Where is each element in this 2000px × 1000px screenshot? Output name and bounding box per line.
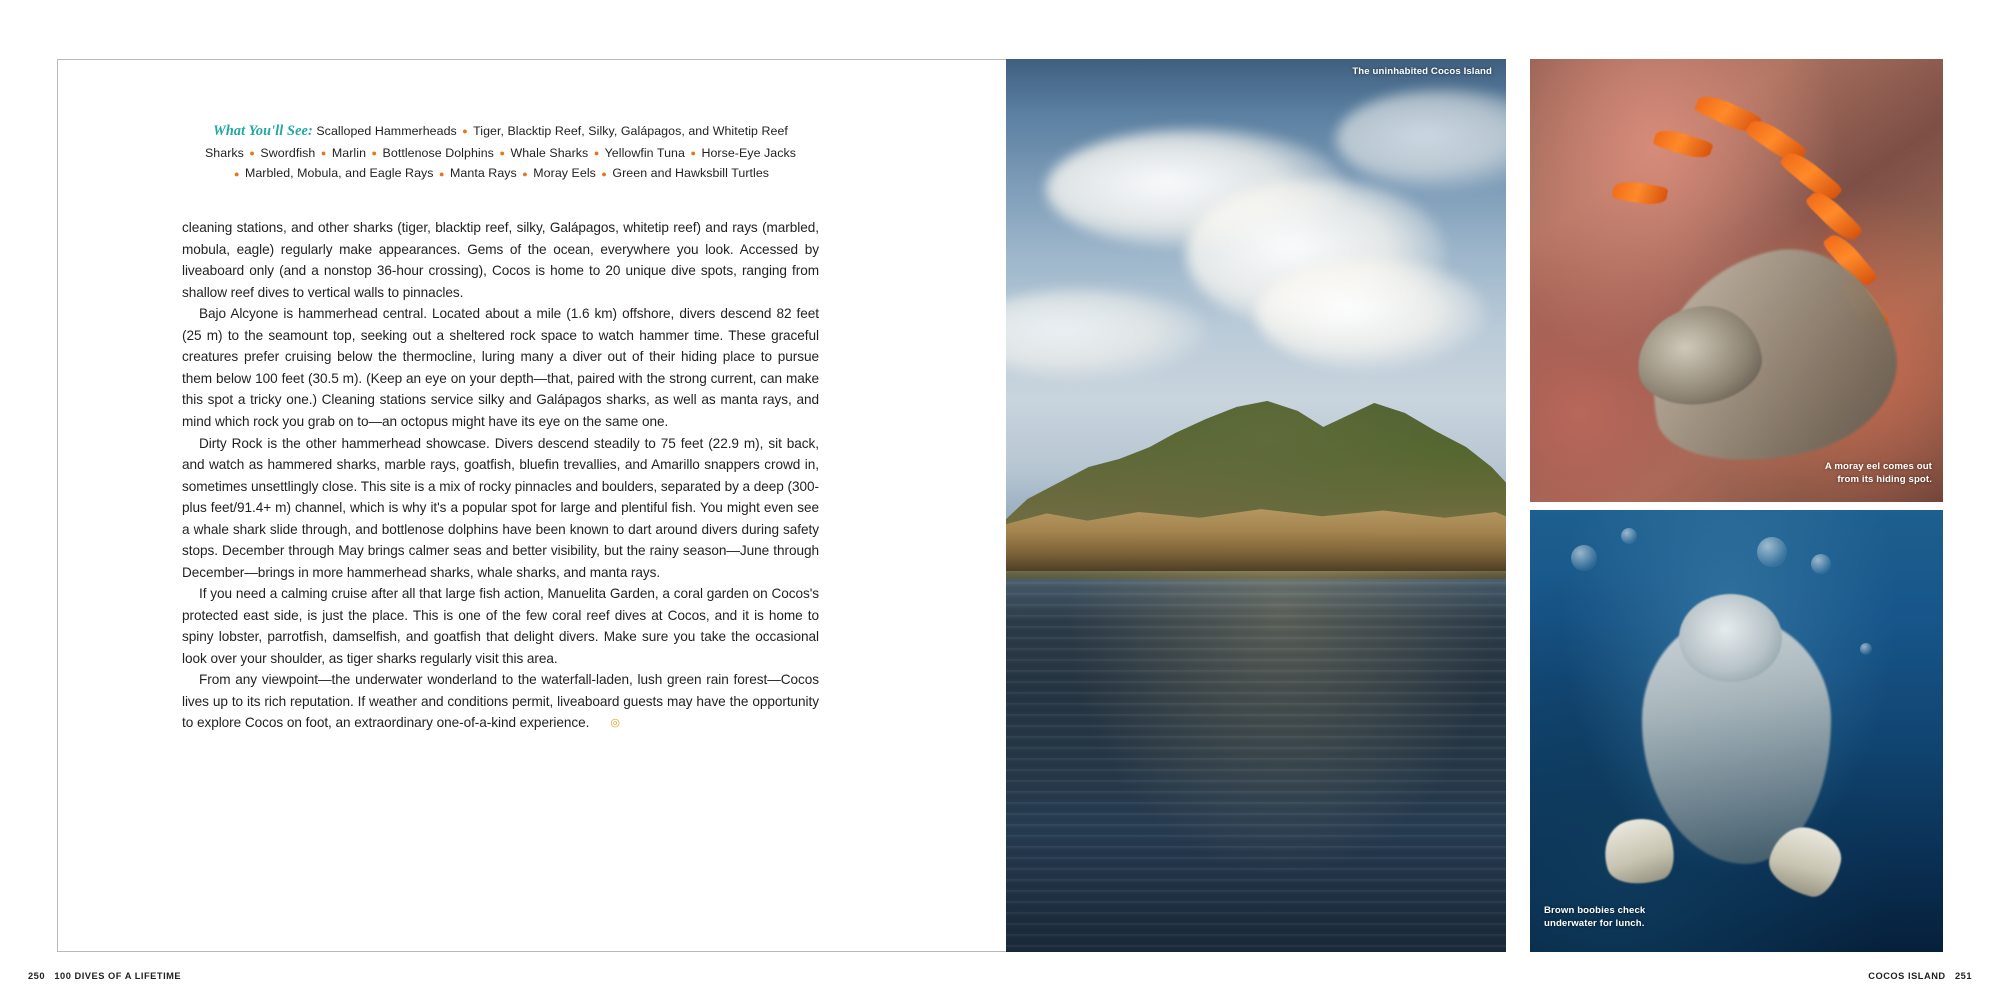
island-photo-caption: The uninhabited Cocos Island: [1352, 66, 1492, 77]
bubble-shape: [1811, 554, 1831, 574]
paragraph: cleaning stations, and other sharks (tiger, blacktip reef, silky, Galápagos, whitetip reef) and rays (marbled, mobula, eagle) regularly make appearances. Gems of the ocean, everywhere you look. Accessed by liveaboard only (and a nonstop 36-hour crossing), Cocos is home to 20 unique dive spots, ranging from shallow reef dives to vertical walls to pinnacles.: [182, 220, 819, 300]
paragraph-text: From any viewpoint—the underwater wonderland to the waterfall-laden, lush green rain forest—Cocos lives up to its rich reputation. If weather and conditions permit, liveaboard guests may have the opportunity to explore Cocos on foot, an extraordinary one-of-a-kind experience.: [182, 672, 819, 731]
paragraph-last: [182, 669, 819, 734]
page-number-left: 250: [28, 971, 46, 981]
brown-booby-photo: [1530, 510, 1943, 952]
cloud-shape: [1336, 89, 1506, 189]
bubble-shape: [1757, 537, 1787, 567]
what-youll-see-line-2: Sharks ● Swordfish ● Marlin ● Bottlenose Dolphins ● Whale Sharks ● Yellowfin Tuna ● Horse-Eye Jacks: [204, 146, 797, 160]
caption-line-1: Brown boobies check: [1544, 905, 1646, 917]
what-youll-see-label: What You'll See:: [213, 123, 313, 139]
brown-booby-photo-caption: [1544, 905, 1645, 930]
page-number-right: 251: [1954, 971, 1972, 981]
bullet-dot-icon: ●: [233, 168, 240, 179]
bullet-dot-icon: ●: [371, 148, 378, 159]
booby-head-shape: [1679, 594, 1782, 682]
moray-eel-photo-caption: [1825, 461, 1932, 486]
booby-foot-shape: [1596, 810, 1683, 895]
bullet-dot-icon: ●: [522, 168, 528, 179]
book-title: 100 DIVES OF A LIFETIME: [54, 971, 182, 981]
bullet-dot-icon: ●: [320, 148, 327, 159]
island-photo: [1006, 59, 1506, 952]
bullet-dot-icon: ●: [439, 168, 445, 179]
bullet-dot-icon: ●: [690, 148, 696, 159]
bubble-shape: [1860, 643, 1872, 655]
paragraph: If you need a calming cruise after all that large fish action, Manuelita Garden, a coral garden on Cocos's protected east side, is just the place. This is one of the few coral reef dives at Cocos, and it is home to spiny lobster, parrotfish, damselfish, and goatfish that delight divers. Make sure you take the occasional look over your shoulder, as tiger sharks regularly visit this area.: [182, 586, 819, 666]
cloud-shape: [1256, 259, 1486, 369]
left-page: [57, 59, 1007, 952]
text-column: [182, 120, 819, 734]
caption-line-2: from its hiding spot.: [1837, 473, 1932, 485]
moray-eel-photo: [1530, 59, 1943, 502]
fish-shape: [1611, 179, 1667, 208]
what-youll-see-line-3: ● Marbled, Mobula, and Eagle Rays ● Manta Rays ● Moray Eels ● Green and Hawksbill Turtles: [233, 166, 770, 181]
bullet-dot-icon: ●: [499, 148, 505, 159]
bullet-dot-icon: ●: [249, 148, 255, 159]
chapter-title: COCOS ISLAND: [1868, 971, 1946, 981]
what-youll-see-block: [182, 120, 819, 183]
bullet-dot-icon: ●: [593, 148, 600, 159]
what-youll-see-line-1: Scalloped Hammerheads ● Tiger, Blacktip Reef, Silky, Galápagos, and Whitetip Reef: [316, 124, 788, 138]
bubble-shape: [1571, 545, 1597, 571]
cloud-shape: [1006, 289, 1206, 379]
folio-right: [1868, 971, 1972, 981]
bullet-dot-icon: ●: [601, 168, 607, 179]
caption-line-1: A moray eel comes out: [1824, 461, 1932, 473]
paragraph: Dirty Rock is the other hammerhead showcase. Divers descend steadily to 75 feet (22.9 m), sit back, and watch as hammered sharks, marble rays, goatfish, bluefin trevallies, and Amarillo snappers crowd in, sometimes unsettlingly close. This site is a mix of rocky pinnacles and boulders, separated by a deep (300-plus feet/91.4+ m) channel, which is why it's a popular spot for large and plentiful fish. You might even see a whale shark slide through, and bottlenose dolphins have been known to dart around divers during safety stops. December through May brings calmer seas and better visibility, but the rainy season—June through December—brings in more hammerhead sharks, whale sharks, and manta rays.: [182, 435, 819, 580]
end-mark-icon: ◎: [610, 717, 620, 730]
paragraph: Bajo Alcyone is hammerhead central. Located about a mile (1.6 km) offshore, divers descend 82 feet (25 m) to the seamount top, seeking out a sheltered rock space to watch hammer time. These graceful creatures prefer cruising below the thermocline, luring many a diver out of their hiding place to pursue them below 100 feet (30.5 m). (Keep an eye on your depth—that, paired with the strong current, can make this spot a tricky one.) Cleaning stations service silky and Galápagos sharks, as well as manta rays, and mind which rock you grab on to—an octopus might have its eye on the same one.: [182, 306, 819, 429]
caption-line-2: underwater for lunch.: [1544, 917, 1645, 929]
fish-shape: [1652, 126, 1713, 163]
body-text: [182, 217, 819, 734]
folio-left: [28, 971, 181, 981]
bullet-dot-icon: ●: [462, 126, 468, 137]
ocean-water: [1006, 571, 1506, 952]
bubble-shape: [1621, 528, 1637, 544]
